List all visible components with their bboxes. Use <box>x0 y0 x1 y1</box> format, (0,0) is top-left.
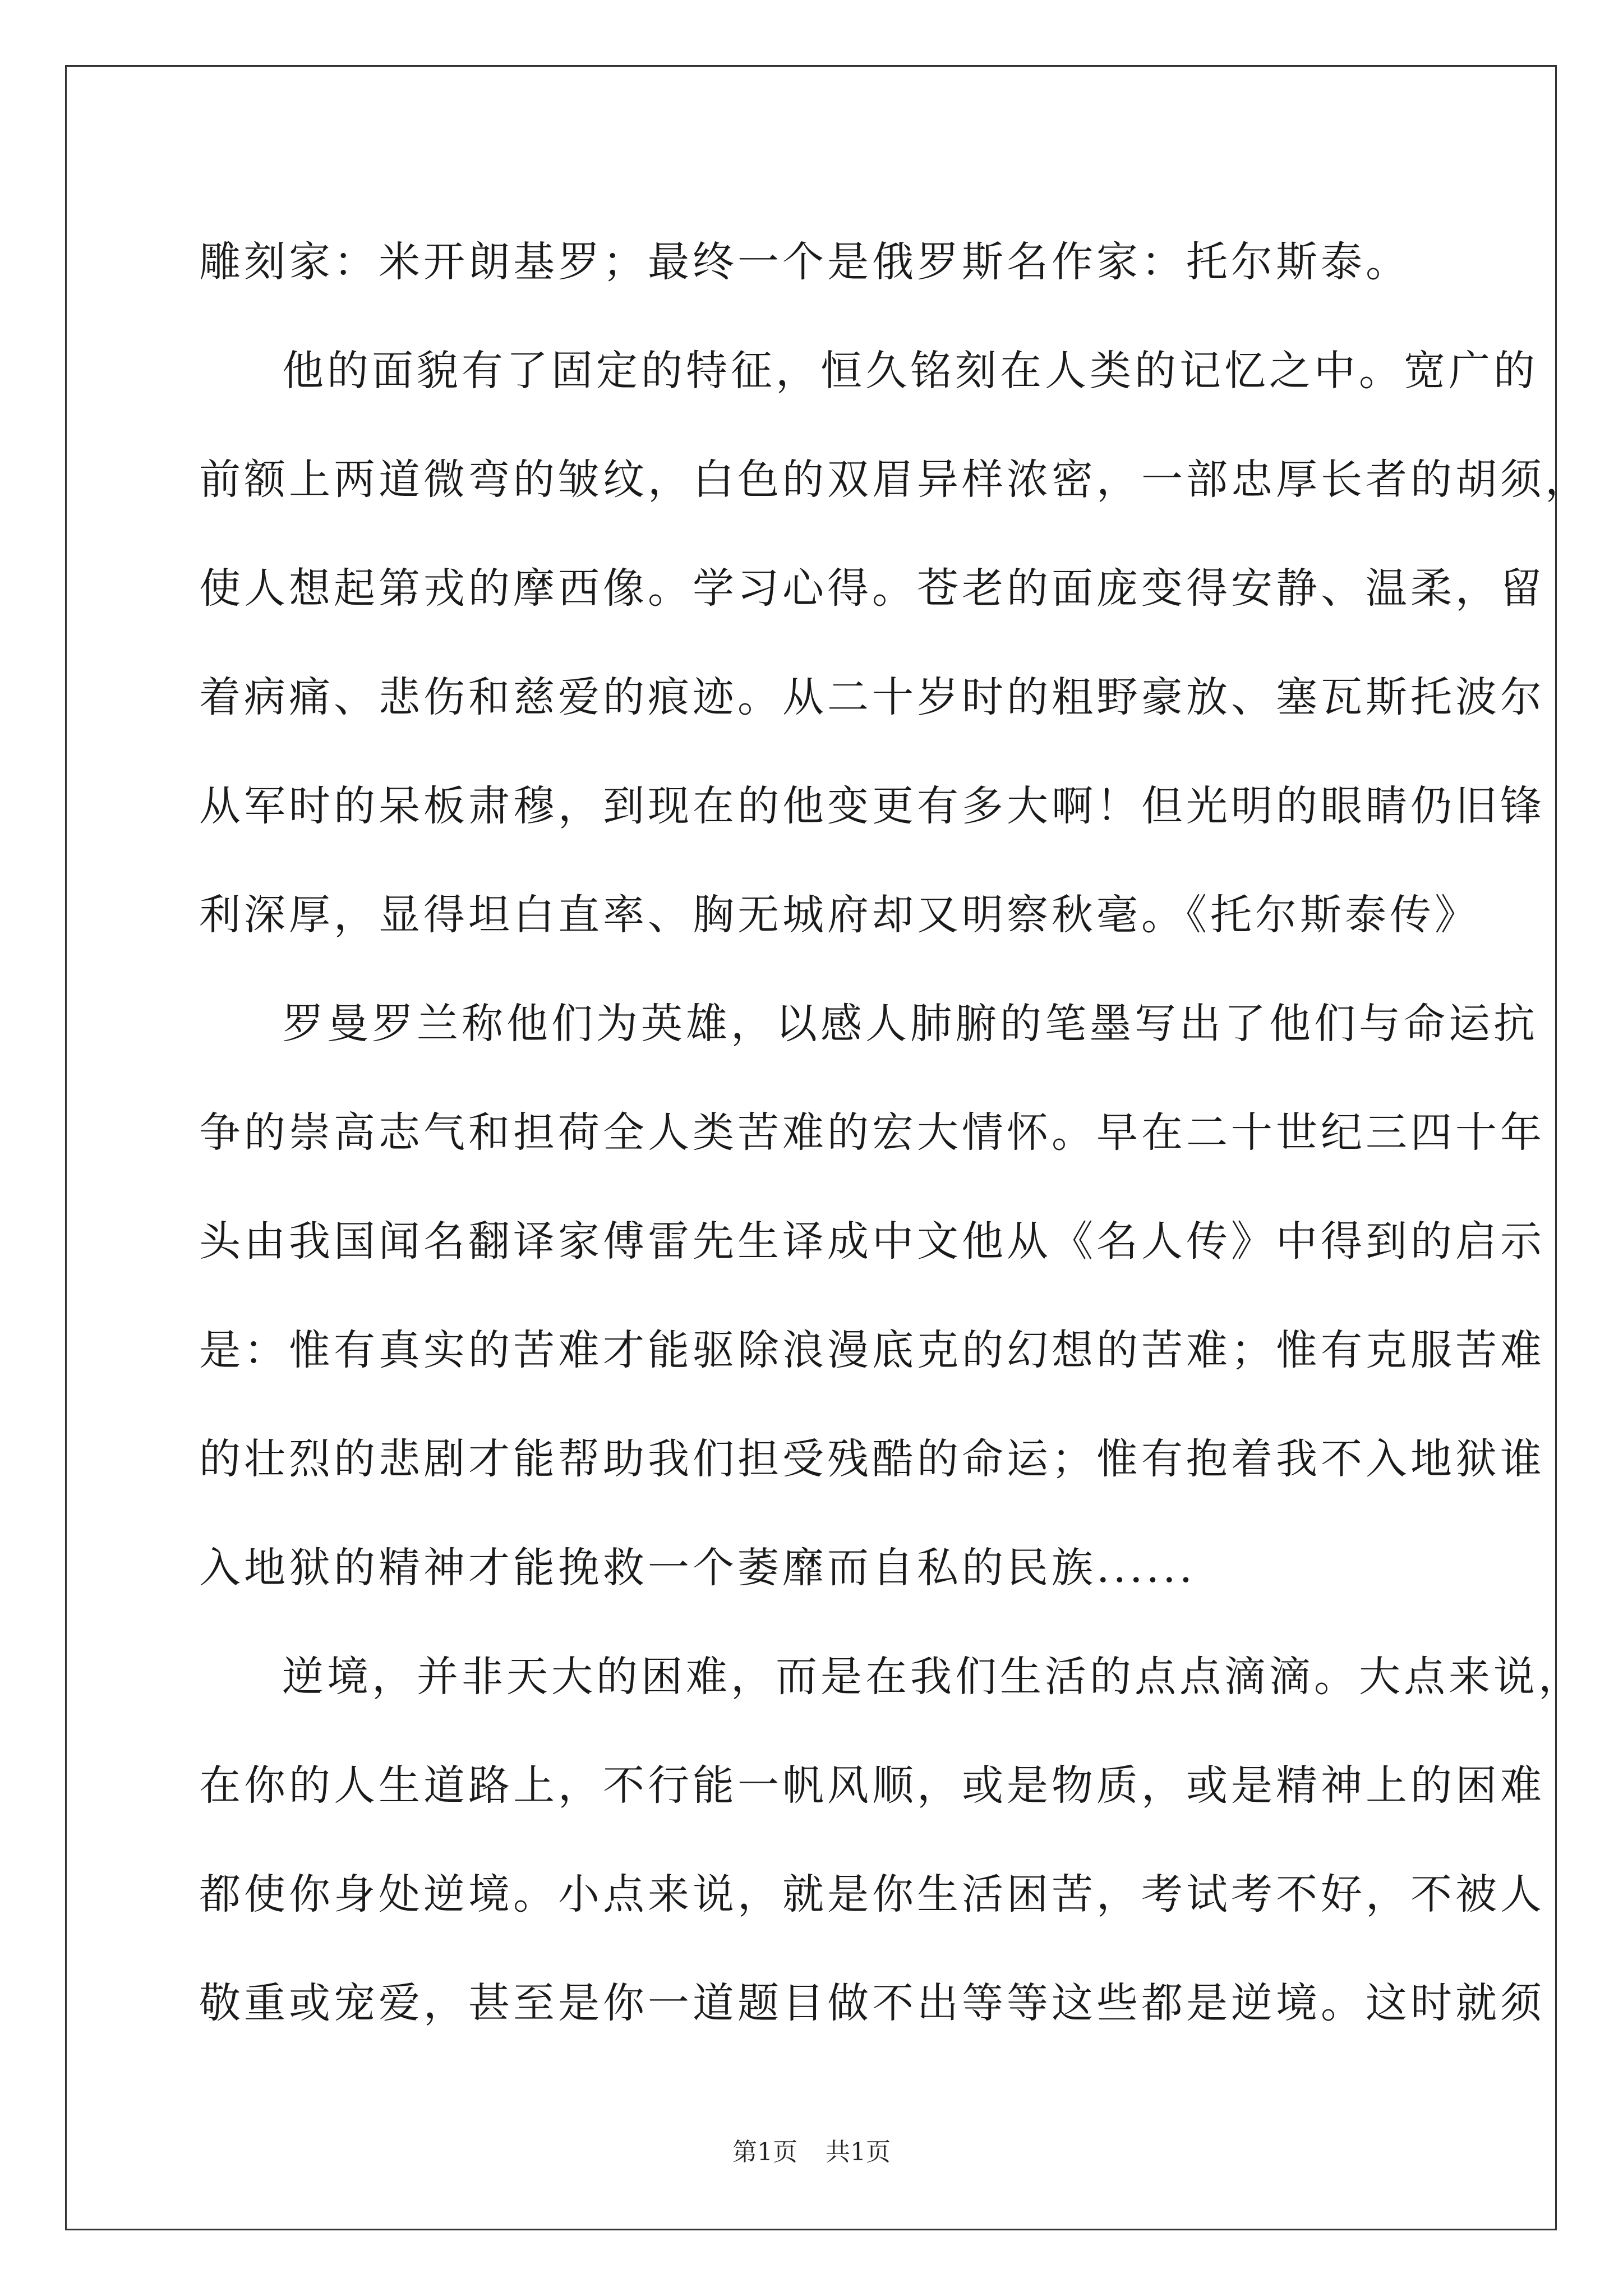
text-line: 罗曼罗兰称他们为英雄，以感人肺腑的笔墨写出了他们与命运抗 <box>282 1000 1538 1048</box>
page-number-current: 第1页 <box>732 2138 797 2166</box>
page-footer <box>0 2132 1623 2168</box>
text-line: 头由我国闻名翻译家傅雷先生译成中文他从《名人传》中得到的启示 <box>199 1217 1545 1266</box>
text-line: 争的崇高志气和担荷全人类苦难的宏大情怀。早在二十世纪三四十年 <box>199 1108 1545 1157</box>
text-line: 他的面貌有了固定的特征，恒久铭刻在人类的记忆之中。宽广的 <box>282 347 1538 395</box>
text-line: 敬重或宠爱，甚至是你一道题目做不出等等这些都是逆境。这时就须 <box>199 1979 1545 2027</box>
text-line: 着病痛、悲伤和慈爱的痕迹。从二十岁时的粗野豪放、塞瓦斯托波尔 <box>199 673 1545 721</box>
text-line: 是：惟有真实的苦难才能驱除浪漫底克的幻想的苦难；惟有克服苦难 <box>199 1326 1545 1374</box>
text-line: 在你的人生道路上，不行能一帆风顺，或是物质，或是精神上的困难 <box>199 1761 1545 1810</box>
text-line: 逆境，并非天大的困难，而是在我们生活的点点滴滴。大点来说， <box>282 1653 1583 1701</box>
text-line: 使人想起第戎的摩西像。学习心得。苍老的面庞变得安静、温柔，留 <box>199 564 1545 613</box>
text-line: 都使你身处逆境。小点来说，就是你生活困苦，考试考不好，不被人 <box>199 1870 1545 1918</box>
text-line: 从军时的呆板肃穆，到现在的他变更有多大啊！但光明的眼睛仍旧锋 <box>199 782 1545 830</box>
text-line: 的壮烈的悲剧才能帮助我们担受残酷的命运；惟有抱着我不入地狱谁 <box>199 1435 1545 1483</box>
text-line: 雕刻家：米开朗基罗；最终一个是俄罗斯名作家：托尔斯泰。 <box>199 238 1410 286</box>
text-line: 前额上两道微弯的皱纹，白色的双眉异样浓密，一部忠厚长者的胡须， <box>199 455 1590 504</box>
text-line: 利深厚，显得坦白直率、胸无城府却又明察秋毫。《托尔斯泰传》 <box>199 891 1479 939</box>
document-body <box>199 208 1590 2058</box>
page-number-total: 共1页 <box>826 2138 891 2166</box>
text-line: 入地狱的精神才能挽救一个萎靡而自私的民族...... <box>199 1544 1196 1592</box>
